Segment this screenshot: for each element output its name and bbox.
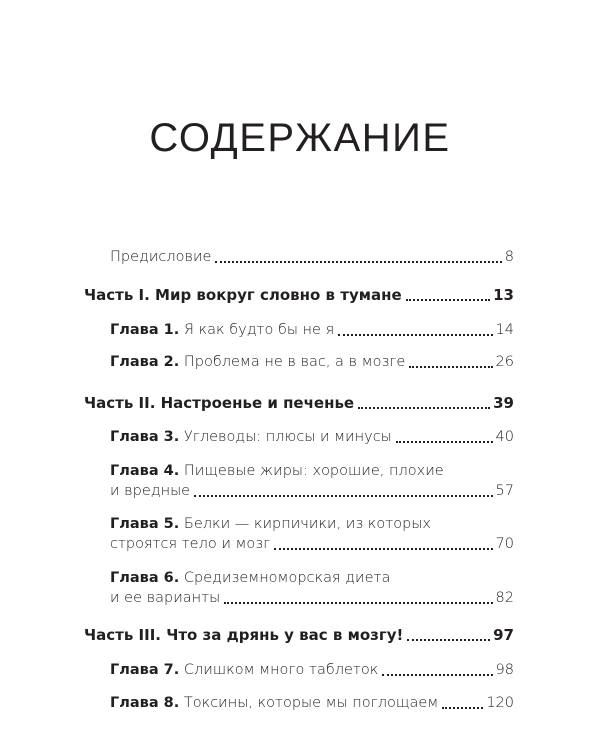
page-number: 14 <box>495 322 514 338</box>
dot-leader <box>442 707 483 709</box>
chapter-title: Проблема не в вас, а в мозге <box>183 354 406 370</box>
page-number: 13 <box>493 286 514 304</box>
page-number: 120 <box>486 695 514 711</box>
page-number: 82 <box>495 590 514 606</box>
chapter-title: Слишком много таблеток <box>183 662 379 678</box>
chapter-label: Глава 1. <box>110 322 180 338</box>
chapter-label: Глава 4. <box>110 463 180 479</box>
page-number: 8 <box>504 249 514 265</box>
toc-entry-chapter-5-line1[interactable] <box>110 514 431 534</box>
dot-leader <box>396 441 493 443</box>
chapter-title: Токсины, которые мы поглощаем <box>183 695 439 711</box>
page-number: 98 <box>495 662 514 678</box>
toc-entry-chapter-3[interactable] <box>110 427 514 447</box>
toc-entry-chapter-6[interactable] <box>110 588 514 608</box>
chapter-title-line1: Средиземноморская диета <box>183 570 391 586</box>
dot-leader <box>406 299 490 301</box>
toc-entry-chapter-6-line1[interactable] <box>110 568 390 588</box>
chapter-label: Глава 2. <box>110 354 180 370</box>
toc-entry-chapter-5[interactable] <box>110 534 514 554</box>
page-number: 70 <box>495 536 514 552</box>
chapter-title: Углеводы: плюсы и минусы <box>183 429 392 445</box>
page-number: 57 <box>495 483 514 499</box>
dot-leader <box>274 548 492 550</box>
toc-entry-part-3[interactable] <box>84 625 514 645</box>
page-number: 39 <box>493 394 514 412</box>
chapter-title-line1: Белки — кирпичики, из которых <box>183 516 431 532</box>
chapter-label: Глава 8. <box>110 695 180 711</box>
entry-title: Предисловие <box>110 249 212 265</box>
dot-leader <box>215 261 501 263</box>
dot-leader <box>407 639 490 641</box>
page-number: 26 <box>495 354 514 370</box>
chapter-label: Глава 3. <box>110 429 180 445</box>
part-title: Часть I. Мир вокруг словно в тумане <box>84 286 402 304</box>
toc-entry-preface[interactable] <box>110 247 514 267</box>
dot-leader <box>409 366 492 368</box>
chapter-title: Я как будто бы не я <box>183 322 335 338</box>
toc-entry-chapter-1[interactable] <box>110 320 514 340</box>
toc-entry-part-2[interactable] <box>84 393 514 413</box>
page-number: 97 <box>493 626 514 644</box>
chapter-title-line2: и ее варианты <box>110 590 221 606</box>
part-title: Часть II. Настроенье и печенье <box>84 394 355 412</box>
page-title: СОДЕРЖАНИЕ <box>149 116 451 160</box>
page-number: 40 <box>495 429 514 445</box>
chapter-title-line2: и вредные <box>110 483 191 499</box>
toc-entry-chapter-2[interactable] <box>110 352 514 372</box>
toc-entry-chapter-4-line1[interactable] <box>110 461 444 481</box>
dot-leader <box>224 602 492 604</box>
toc-entry-chapter-4[interactable] <box>110 481 514 501</box>
chapter-label: Глава 6. <box>110 570 180 586</box>
dot-leader <box>338 334 492 336</box>
chapter-label: Глава 7. <box>110 662 180 678</box>
dot-leader <box>382 674 492 676</box>
dot-leader <box>358 407 490 409</box>
toc-entry-part-1[interactable] <box>84 285 514 305</box>
toc-entry-chapter-7[interactable] <box>110 660 514 680</box>
toc-entry-chapter-8[interactable] <box>110 693 514 713</box>
part-title: Часть III. Что за дрянь у вас в мозгу! <box>84 626 404 644</box>
dot-leader <box>194 495 492 497</box>
chapter-title-line1: Пищевые жиры: хорошие, плохие <box>183 463 444 479</box>
chapter-title-line2: строятся тело и мозг <box>110 536 271 552</box>
chapter-label: Глава 5. <box>110 516 180 532</box>
